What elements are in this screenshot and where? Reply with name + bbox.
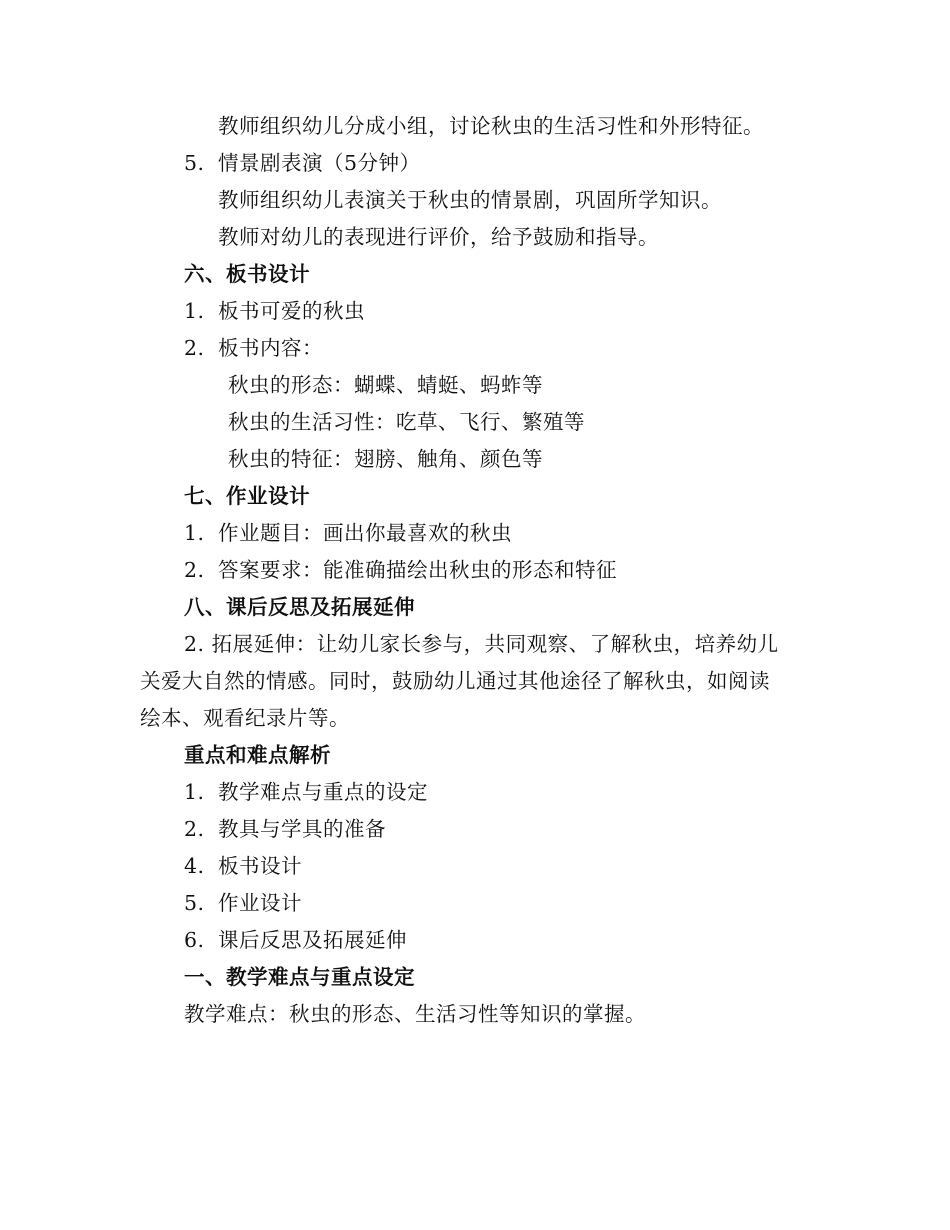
list-text: 教学难点与重点的设定 xyxy=(218,780,428,804)
list-text: 课后反思及拓展延伸 xyxy=(218,928,407,952)
list-number: 1. xyxy=(184,780,205,804)
paragraph-line: 2. 拓展延伸：让幼儿家长参与，共同观察、了解秋虫，培养幼儿 xyxy=(184,632,779,656)
list-number: 2. xyxy=(184,558,205,582)
section-heading: 一、教学难点与重点设定 xyxy=(184,965,415,989)
paragraph-line: 绘本、观看纪录片等。 xyxy=(140,706,350,730)
list-text: 板书设计 xyxy=(218,854,302,878)
paragraph: 教师对幼儿的表现进行评价，给予鼓励和指导。 xyxy=(218,225,659,249)
list-number: 5. xyxy=(184,891,205,915)
board-content-line: 秋虫的特征：翅膀、触角、颜色等 xyxy=(228,447,543,471)
list-text: 板书内容： xyxy=(218,336,323,360)
board-content-line: 秋虫的生活习性：吃草、飞行、繁殖等 xyxy=(228,410,585,434)
list-number: 4. xyxy=(184,854,205,878)
board-content-line: 秋虫的形态：蝴蝶、蜻蜓、蚂蚱等 xyxy=(228,373,543,397)
list-number: 2. xyxy=(184,817,205,841)
section-heading: 六、板书设计 xyxy=(184,262,310,286)
list-number: 2. xyxy=(184,336,205,360)
list-text: 情景剧表演（5分钟） xyxy=(218,151,421,175)
list-item xyxy=(184,816,386,842)
list-text: 教具与学具的准备 xyxy=(218,817,386,841)
list-item xyxy=(184,853,302,879)
paragraph: 教师组织幼儿表演关于秋虫的情景剧，巩固所学知识。 xyxy=(218,188,722,212)
list-number: 6. xyxy=(184,928,205,952)
paragraph: 教学难点：秋虫的形态、生活习性等知识的掌握。 xyxy=(184,1002,646,1026)
list-item xyxy=(184,335,323,361)
list-text: 答案要求：能准确描绘出秋虫的形态和特征 xyxy=(218,558,617,582)
list-item xyxy=(184,890,302,916)
section-heading: 七、作业设计 xyxy=(184,484,310,508)
list-number: 1. xyxy=(184,299,205,323)
list-number: 1. xyxy=(184,521,205,545)
list-item xyxy=(184,520,512,546)
list-text: 板书可爱的秋虫 xyxy=(218,299,365,323)
list-item xyxy=(184,779,428,805)
list-item xyxy=(184,150,421,176)
list-item xyxy=(184,927,407,953)
paragraph-line: 关爱大自然的情感。同时，鼓励幼儿通过其他途径了解秋虫，如阅读 xyxy=(140,669,770,693)
list-item xyxy=(184,557,617,583)
paragraph: 教师组织幼儿分成小组，讨论秋虫的生活习性和外形特征。 xyxy=(218,114,764,138)
list-number: 5. xyxy=(184,151,205,175)
section-heading: 八、课后反思及拓展延伸 xyxy=(184,595,415,619)
list-text: 作业设计 xyxy=(218,891,302,915)
list-text: 作业题目：画出你最喜欢的秋虫 xyxy=(218,521,512,545)
list-item xyxy=(184,298,365,324)
section-heading: 重点和难点解析 xyxy=(184,743,331,767)
